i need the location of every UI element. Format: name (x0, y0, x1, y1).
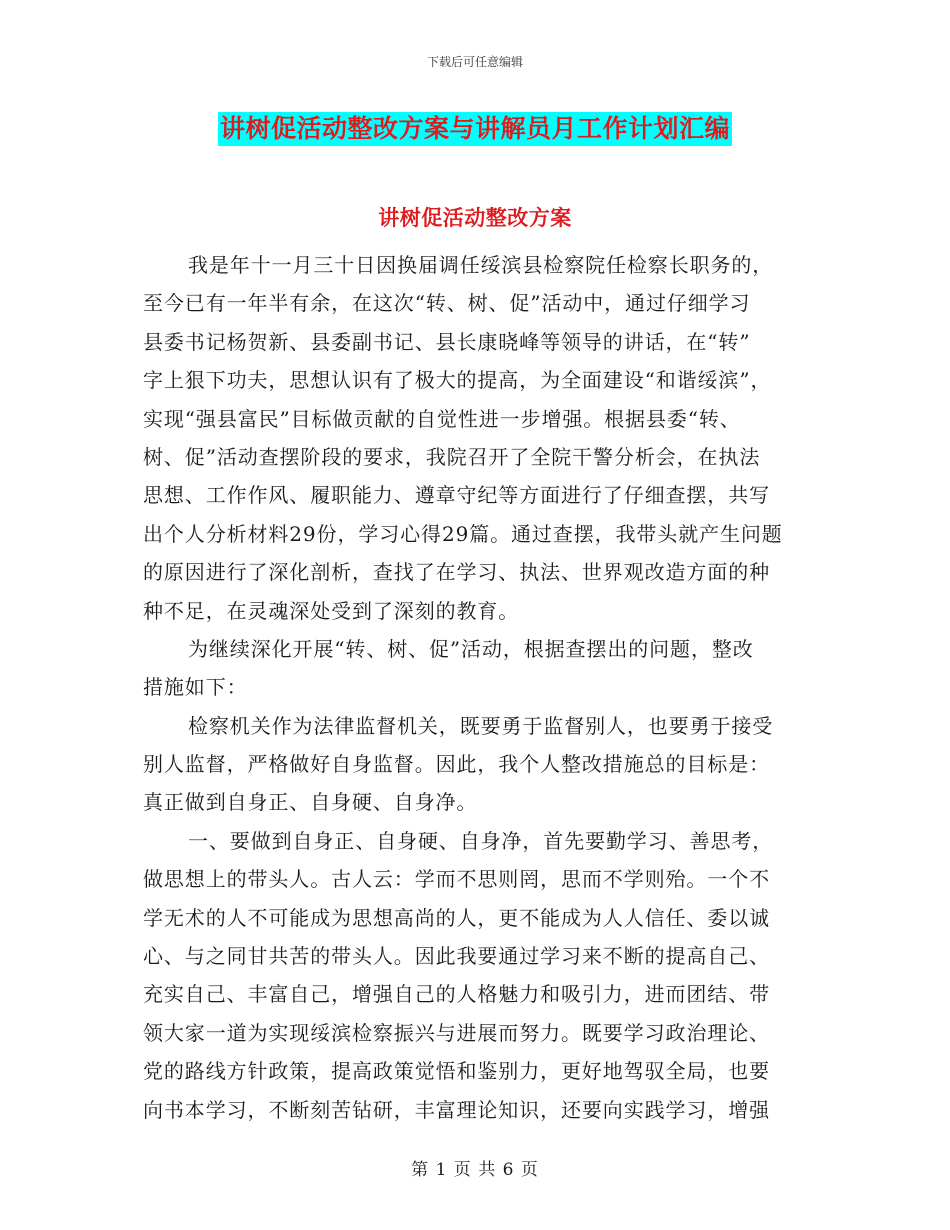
paragraph-line: 至今已有一年半有余，在这次“转、树、促”活动中，通过仔细学习 (143, 291, 751, 316)
paragraph-line: 种不足，在灵魂深处受到了深刻的教育。 (143, 598, 520, 623)
paragraph-line: 做思想上的带头人。古人云：学而不思则罔，思而不学则殆。一个不 (143, 867, 770, 892)
document-title-wrap (0, 112, 950, 146)
paragraph-line: 出个人分析材料29份，学习心得29篇。通过查摆，我带头就产生问题 (143, 521, 783, 546)
document-title: 讲树促活动整改方案与讲解员月工作计划汇编 (218, 112, 732, 146)
paragraph-line: 学无术的人不可能成为思想高尚的人，更不能成为人人信任、委以诚 (143, 905, 770, 930)
paragraph-line: 为继续深化开展“转、树、促”活动，根据查摆出的问题，整改 (188, 636, 754, 661)
paragraph-line: 字上狠下功夫，思想认识有了极大的提高，为全面建设“和谐绥滨”， (143, 368, 772, 393)
header-note: 下载后可任意编辑 (426, 55, 523, 69)
paragraph-line: 县委书记杨贺新、县委副书记、县长康晓峰等领导的讲话，在“转” (143, 329, 751, 354)
paragraph-line: 充实自己、丰富自己，增强自己的人格魅力和吸引力，进而团结、带 (143, 982, 770, 1007)
paragraph-line: 一、要做到自身正、自身硬、自身净，首先要勤学习、善思考， (188, 828, 774, 853)
paragraph-line: 真正做到自身正、自身硬、自身净。 (143, 790, 478, 815)
paragraph-line: 我是年十一月三十日因换届调任绥滨县检察院任检察长职务的， (188, 253, 774, 277)
paragraph-line: 党的路线方针政策，提高政策觉悟和鉴别力，更好地驾驭全局，也要 (143, 1059, 770, 1084)
paragraph-line: 措施如下： (143, 675, 248, 700)
paragraph-line: 别人监督，严格做好自身监督。因此，我个人整改措施总的目标是： (143, 752, 770, 777)
paragraph-line: 实现“强县富民”目标做贡献的自觉性进一步增强。根据县委“转、 (143, 406, 741, 431)
paragraph-line: 领大家一道为实现绥滨检察振兴与进展而努力。既要学习政治理论、 (143, 1020, 770, 1045)
paragraph-line: 心、与之同甘共苦的带头人。因此我要通过学习来不断的提高自己、 (143, 944, 770, 969)
body-text (143, 246, 811, 1129)
paragraph-line: 的原因进行了深化剖析，查找了在学习、执法、世界观改造方面的种 (143, 560, 770, 585)
paragraph-line: 检察机关作为法律监督机关，既要勇于监督别人，也要勇于接受 (188, 713, 774, 738)
section-title: 讲树促活动整改方案 (378, 206, 572, 230)
paragraph-line: 思想、工作作风、履职能力、遵章守纪等方面进行了仔细查摆，共写 (143, 483, 770, 508)
paragraph-line: 树、促”活动查摆阶段的要求，我院召开了全院干警分析会，在执法 (143, 444, 761, 469)
page-footer: 第 1 页 共 6 页 (411, 1160, 539, 1180)
paragraph-line: 向书本学习，不断刻苦钻研，丰富理论知识，还要向实践学习，增强 (143, 1097, 770, 1122)
